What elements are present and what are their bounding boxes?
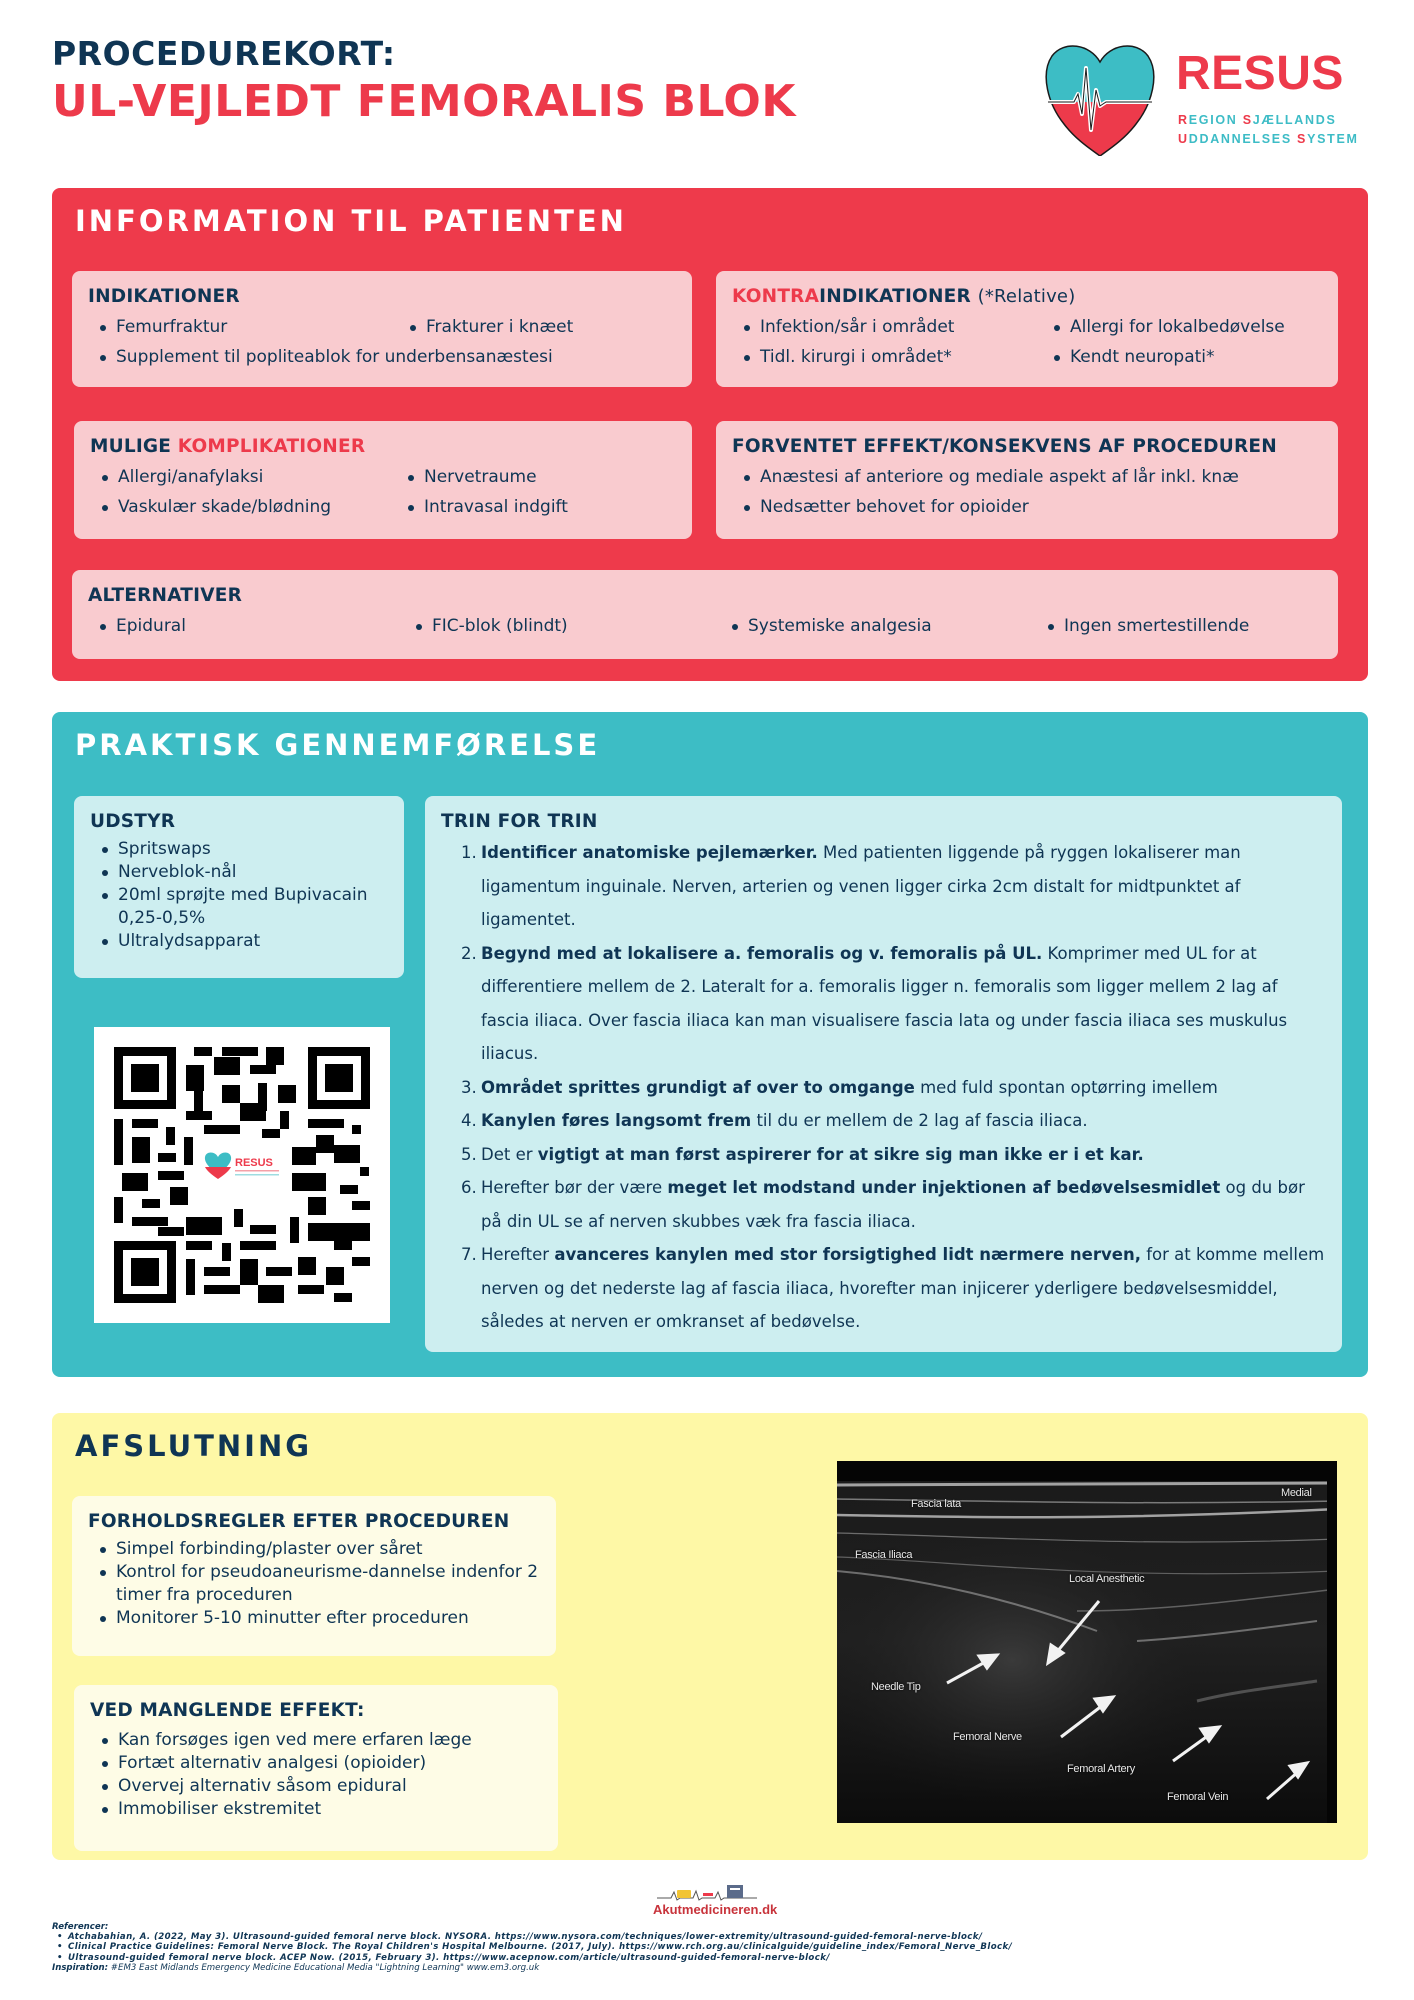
list-item: Nerveblok-nål [90,861,388,884]
list-item: Supplement til popliteablok for underbensanæstesi [88,342,676,372]
step-item [441,836,1326,937]
card-udstyr [74,796,404,978]
card-heading: VED MANGLENDE EFFEKT: [90,1700,365,1721]
us-label-femoral-artery: Femoral Artery [1067,1763,1135,1775]
card-trin-for-trin [425,796,1342,1352]
list-item: FIC-blok (blindt) [404,611,720,641]
us-label-femoral-nerve: Femoral Nerve [953,1731,1022,1743]
list-item: Ingen smertestillende [1036,611,1322,641]
list-item: 20ml sprøjte med Bupivacain 0,25-0,5% [90,884,388,930]
list-item: Allergi for lokalbedøvelse [1042,312,1322,342]
step-text: Komprimer med UL for at differentiere mellem de 2. Lateralt for a. femoralis ligger n. femoralis som ligger mellem 2 lag af fascia iliaca. Over fascia iliaca kan man visualisere fascia lata og under fascia iliaca ses muskulus iliacus. [481,943,1288,1063]
step-emphasis: Identificer anatomiske pejlemærker. [481,843,818,862]
list-item: Spritswaps [90,838,388,861]
list-item: Systemiske analgesia [720,611,1036,641]
list-item: Kan forsøges igen ved mere erfaren læge [90,1729,542,1752]
step-item [441,1138,1326,1172]
list-item: Kendt neuropati* [1042,342,1322,372]
list-item: Nedsætter behovet for opioider [732,492,1322,522]
card-heading: UDSTYR [90,811,176,832]
step-text: Herefter [481,1245,555,1264]
step-text: Det er [481,1144,538,1164]
card-heading: ALTERNATIVER [88,585,243,606]
inspiration-line: Inspiration: #EM3 East Midlands Emergency Medicine Educational Media "Lightning Learning" www.em3.org.uk [52,1962,540,1973]
card-heading: FORHOLDSREGLER EFTER PROCEDUREN [88,1511,510,1532]
step-item [441,1171,1326,1238]
us-label-medial: Medial [1281,1487,1312,1499]
list-item: Kontrol for pseudoaneurisme-dannelse indenfor 2 timer fra proceduren [88,1561,540,1607]
card-kontraindikationer [716,271,1338,387]
list-item: Vaskulær skade/blødning [90,492,396,522]
step-item [441,1238,1326,1339]
step-number: 1. [461,843,477,862]
references-heading: Referencer: [52,1922,109,1932]
card-alternativer [72,570,1338,659]
list-item: Nervetraume [396,462,676,492]
step-number: 7. [461,1245,477,1264]
list-item: Infektion/sår i området [732,312,1042,342]
section-title: INFORMATION TIL PATIENTEN [75,204,627,238]
list-item: Ultralydsapparat [90,930,388,953]
step-number: 4. [461,1111,477,1130]
step-item [441,1071,1326,1105]
step-number: 3. [461,1077,477,1097]
step-text: for at komme mellem nerven og det nederste lag af fascia iliaca, hvorefter man injicerer yderligere bedøvelsesmiddel, således at nerven er omkranset af bedøvelse. [481,1245,1325,1331]
list-item: Fortæt alternativ analgesi (opioider) [90,1752,542,1775]
us-label-fascia-lata: Fascia lata [911,1498,961,1510]
reference-item: • Atchabahian, A. (2022, May 3). Ultrasound-guided femoral nerve block. NYSORA. https://www.nysora.com/techniques/lower-extremity/ultrasound-guided-femoral-nerve-block/ [52,1932,1012,1942]
logo-subtitle-line2: UDDANNELSES SYSTEM [1178,132,1359,146]
card-heading: FORVENTET EFFEKT/KONSEKVENS AF PROCEDUREN [732,436,1277,457]
list-item: Monitorer 5-10 minutter efter proceduren [88,1607,540,1630]
page-kicker: PROCEDUREKORT: [52,34,396,73]
step-text: med fuld spontan optørring imellem [914,1077,1218,1097]
step-number: 2. [461,943,477,963]
section-title: PRAKTISK GENNEMFØRELSE [75,728,601,762]
card-ved-manglende-effekt [74,1685,558,1851]
list-item: Simpel forbinding/plaster over såret [88,1538,540,1561]
step-emphasis: meget let modstand under injektionen af bedøvelsesmidlet [667,1178,1221,1197]
us-label-fascia-iliaca: Fascia Iliaca [855,1549,913,1561]
step-emphasis: Kanylen føres langsomt frem [481,1111,752,1130]
step-emphasis: avanceres kanylen med stor forsigtighed lidt nærmere nerven, [554,1245,1141,1264]
section-praktisk-gennemfoerelse [52,712,1368,1377]
qr-code[interactable] [94,1027,390,1323]
card-forholdsregler [72,1496,556,1656]
section-patient-information [52,188,1368,681]
step-text: Med patienten liggende på ryggen lokaliserer man ligamentum inguinale. Nerven, arterien og venen ligger cirka 2cm distalt for midtpunktet af ligamentet. [481,843,1241,929]
step-emphasis: Begynd med at lokalisere a. femoralis og v. femoralis på UL. [481,943,1043,963]
card-komplikationer [74,421,692,539]
list-item: Overvej alternativ såsom epidural [90,1775,542,1798]
us-label-needle-tip: Needle Tip [871,1681,921,1693]
list-item: Femurfraktur [88,312,398,342]
qr-code-graphic [94,1027,390,1323]
step-number: 5. [461,1144,477,1164]
step-item [441,1104,1326,1138]
ambulance-ecg-icon [653,1882,763,1902]
reference-item: • Ultrasound-guided femoral nerve block. ACEP Now. (2015, February 3). https://www.acepnow.com/article/ultrasound-guided-femoral-nerve-block/ [52,1953,1012,1963]
step-emphasis: Området sprittes grundigt af over to omgange [481,1077,915,1097]
us-label-femoral-vein: Femoral Vein [1167,1791,1229,1803]
references [52,1922,1012,1973]
card-heading: MULIGE KOMPLIKATIONER [90,436,366,457]
list-item: Frakturer i knæet [398,312,676,342]
page-header [52,34,796,128]
card-heading: KONTRAINDIKATIONER (*Relative) [732,286,1076,307]
list-item: Intravasal indgift [396,492,676,522]
steps-list [441,836,1326,1339]
akutmedicineren-logo[interactable] [653,1882,778,1922]
step-number: 6. [461,1178,477,1197]
card-indikationer [72,271,692,387]
list-item: Immobiliser ekstremitet [90,1798,542,1821]
step-text: Herefter bør der være [481,1178,668,1197]
reference-item: • Clinical Practice Guidelines: Femoral Nerve Block. The Royal Children's Hospital Melbourne. (2017, July). https://www.rch.org.au/clinicalguide/guideline_index/Femoral_Nerve_Block/ [52,1942,1012,1952]
heart-ecg-icon [1044,40,1156,156]
section-afslutning [52,1413,1368,1860]
card-heading: TRIN FOR TRIN [441,811,598,832]
list-item: Tidl. kirurgi i området* [732,342,1042,372]
step-item [441,937,1326,1071]
list-item: Anæstesi af anteriore og mediale aspekt af lår inkl. knæ [732,462,1322,492]
list-item: Epidural [88,611,404,641]
card-heading: INDIKATIONER [88,286,240,307]
us-label-local-anesthetic: Local Anesthetic [1069,1573,1145,1585]
step-text: til du er mellem de 2 lag af fascia iliaca. [751,1111,1088,1130]
step-emphasis: vigtigt at man først aspirerer for at sikre sig man ikke er i et kar. [537,1144,1144,1164]
qr-logo-text: RESUS [235,1157,273,1169]
logo-subtitle-line1: REGION SJÆLLANDS [1178,113,1337,127]
akutmedicineren-text: Akutmedicineren.dk [653,1902,778,1917]
resus-logo [1044,40,1364,160]
page-title: UL-VEJLEDT FEMORALIS BLOK [52,76,796,127]
list-item: Allergi/anafylaksi [90,462,396,492]
card-forventet-effekt [716,421,1338,539]
section-title: AFSLUTNING [75,1429,313,1463]
logo-wordmark: RESUS [1176,47,1344,100]
step-text: og du bør på din UL se af nerven skubbes væk fra fascia iliaca. [481,1178,1305,1231]
ultrasound-image [837,1461,1337,1823]
